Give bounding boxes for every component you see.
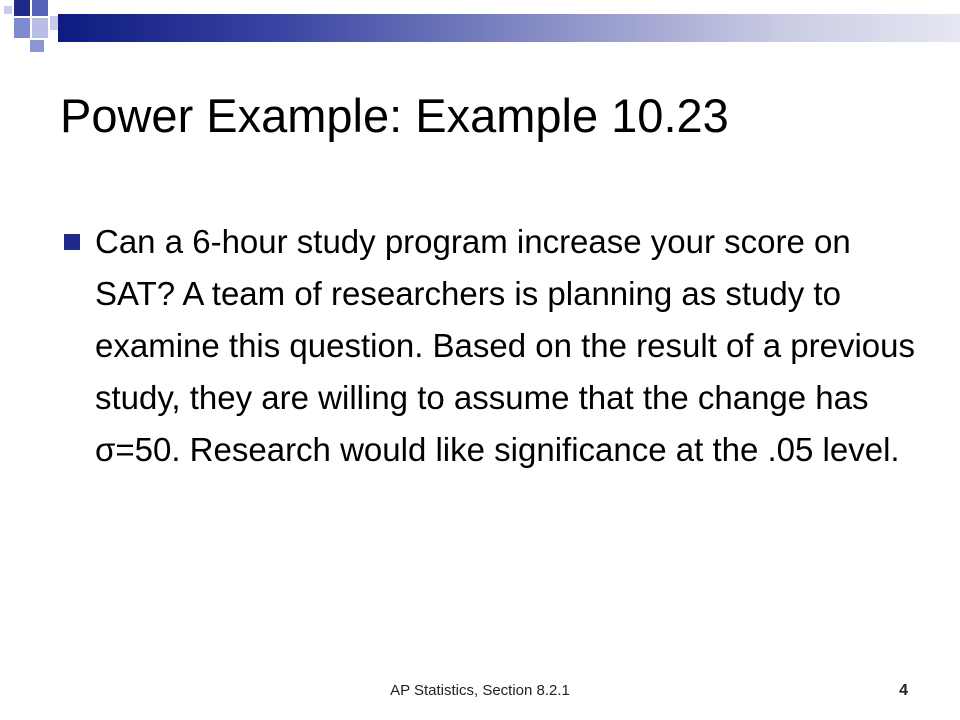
slide-title: Power Example: Example 10.23 (60, 89, 729, 142)
decor-square (32, 0, 48, 16)
decor-square (14, 0, 30, 16)
footer-text: AP Statistics, Section 8.2.1 (390, 682, 570, 699)
bullet-text: Can a 6-hour study program increase your score on SAT? A team of researchers is planning as study to examine this question. Based on the result of a previous study, they are willing to assume that the change has σ=50. Research would like significance at the .05 level. (95, 223, 915, 468)
decor-square (30, 40, 44, 52)
decor-square (14, 18, 30, 38)
square-bullet-icon (64, 234, 80, 250)
page-number: 4 (899, 682, 908, 699)
decor-square (32, 18, 48, 38)
decor-square (4, 6, 12, 14)
slide-footer (0, 682, 960, 702)
header-gradient-bar (58, 14, 960, 42)
